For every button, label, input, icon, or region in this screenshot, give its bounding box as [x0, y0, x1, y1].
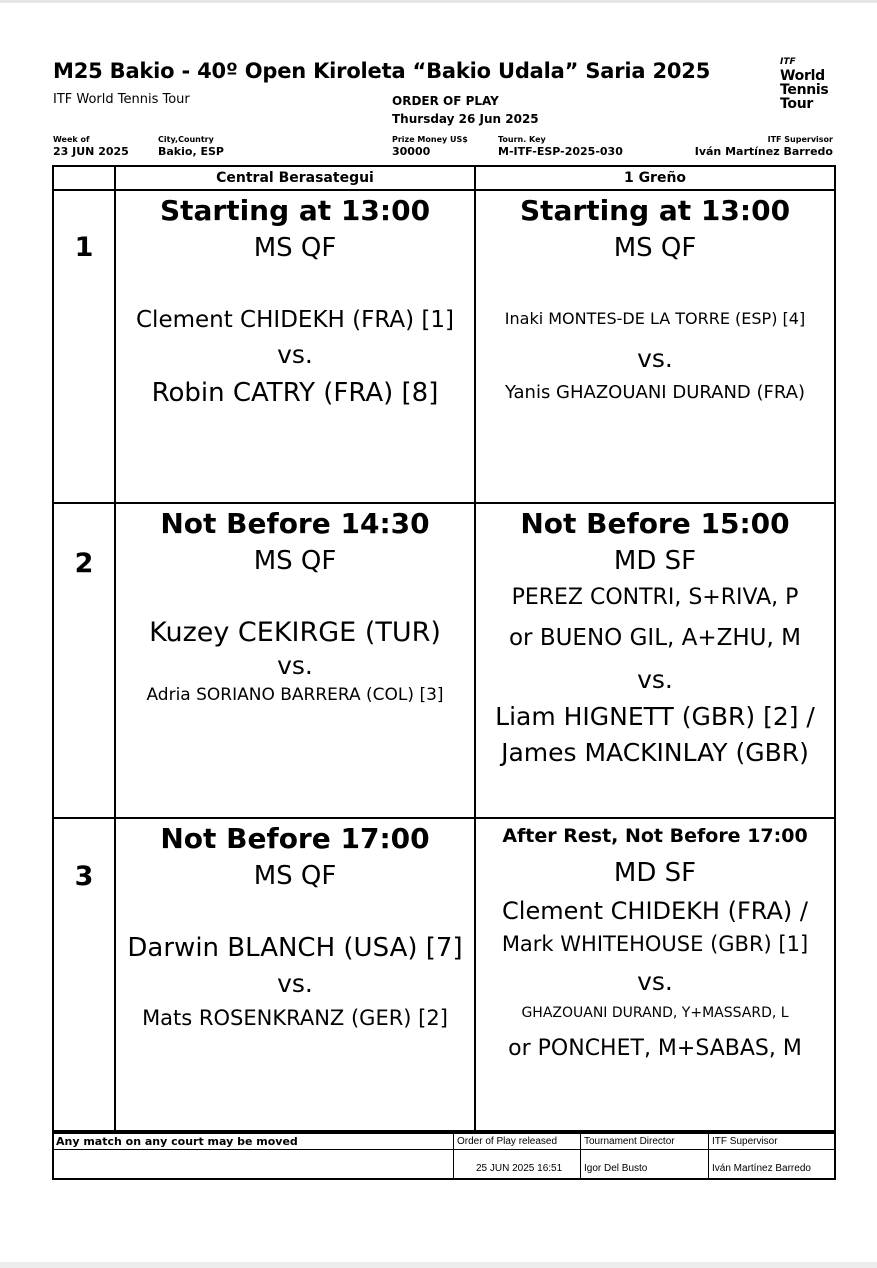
team-2-line-2: James MACKINLAY (GBR) [501, 738, 809, 767]
footer-top-border [52, 1132, 836, 1134]
event-label: MS QF [253, 233, 337, 263]
footer-divider [52, 1149, 836, 1150]
director-value: Igor Del Busto [584, 1163, 648, 1174]
order-of-play-heading [392, 92, 539, 128]
court-header-1: 1 Greño [623, 170, 687, 186]
start-time: Starting at 13:00 [519, 194, 791, 227]
supervisor-label: ITF Supervisor [767, 135, 833, 144]
week-label: Week of [53, 135, 90, 144]
prize-value: 30000 [392, 145, 431, 158]
tour-name: ITF World Tennis Tour [53, 92, 190, 107]
vs-label: vs. [277, 651, 313, 680]
row-number-1: 1 [74, 232, 94, 263]
meta-key [498, 134, 623, 159]
match-cell-r1-court1 [476, 191, 834, 502]
week-value: 23 JUN 2025 [53, 145, 129, 158]
team-2-line-1: Liam HIGNETT (GBR) [2] / [495, 702, 815, 731]
meta-city [158, 134, 224, 159]
play-date: Thursday 26 Jun 2025 [392, 112, 539, 126]
event-label: MS QF [253, 546, 337, 576]
player-1: Kuzey CEKIRGE (TUR) [149, 617, 441, 648]
supervisor-value: Iván Martínez Barredo [694, 145, 833, 158]
player-2: Yanis GHAZOUANI DURAND (FRA) [505, 382, 805, 403]
match-cell-r2-court1 [476, 504, 834, 817]
match-cell-r2-central [116, 504, 474, 817]
player-1: Darwin BLANCH (USA) [7] [127, 933, 463, 963]
player-2: Mats ROSENKRANZ (GER) [2] [142, 1006, 448, 1030]
footer-note: Any match on any court may be moved [56, 1135, 298, 1148]
team-2-line-1: GHAZOUANI DURAND, Y+MASSARD, L [521, 1005, 789, 1021]
vs-label: vs. [637, 967, 673, 996]
event-label: MS QF [253, 861, 337, 891]
released-label: Order of Play released [457, 1136, 558, 1147]
meta-week [53, 134, 129, 159]
city-label: City,Country [158, 135, 214, 144]
player-2: Robin CATRY (FRA) [8] [151, 378, 439, 408]
key-label: Tourn. Key [498, 135, 546, 144]
top-border [0, 0, 877, 3]
logo-line2: Tennis [780, 82, 829, 98]
tournament-title: M25 Bakio - 40º Open Kiroleta “Bakio Udala” Saria 2025 [53, 59, 711, 83]
footer-col-divider-2 [580, 1132, 581, 1179]
event-label: MS QF [613, 233, 697, 263]
director-label: Tournament Director [584, 1136, 675, 1147]
start-time: Not Before 15:00 [520, 507, 790, 540]
match-cell-r3-central [116, 819, 474, 1132]
match-cell-r1-central [116, 191, 474, 502]
team-1-line-2: or BUENO GIL, A+ZHU, M [508, 625, 801, 651]
event-label: MD SF [613, 546, 697, 576]
match-cell-r3-court1 [476, 819, 834, 1132]
logo-line1: World [780, 68, 825, 84]
team-2-line-2: or PONCHET, M+SABAS, M [508, 1036, 802, 1061]
footer-col-divider-1 [453, 1132, 454, 1179]
key-value: M-ITF-ESP-2025-030 [498, 145, 623, 158]
footer-supervisor-value: Iván Martínez Barredo [712, 1163, 811, 1174]
court-header-central: Central Berasategui [216, 170, 374, 186]
player-2: Adria SORIANO BARRERA (COL) [3] [146, 685, 444, 705]
player-1: Inaki MONTES-DE LA TORRE (ESP) [4] [504, 309, 806, 328]
footer-col-divider-3 [708, 1132, 709, 1179]
order-of-play-label: ORDER OF PLAY [392, 94, 499, 108]
event-label: MD SF [613, 858, 697, 888]
vs-label: vs. [277, 340, 313, 369]
player-1: Clement CHIDEKH (FRA) [1] [136, 307, 454, 333]
meta-supervisor [695, 134, 833, 159]
itf-world-tennis-tour-logo [780, 56, 840, 111]
start-time: After Rest, Not Before 17:00 [502, 825, 808, 847]
meta-prize [392, 134, 468, 159]
team-1-line-1: Clement CHIDEKH (FRA) / [502, 897, 808, 925]
start-time: Starting at 13:00 [159, 194, 431, 227]
vs-label: vs. [637, 344, 673, 373]
team-1-line-2: Mark WHITEHOUSE (GBR) [1] [501, 932, 809, 956]
team-1-line-1: PEREZ CONTRI, S+RIVA, P [511, 585, 799, 610]
footer-supervisor-label: ITF Supervisor [712, 1136, 778, 1147]
start-time: Not Before 14:30 [160, 507, 430, 540]
city-value: Bakio, ESP [158, 145, 224, 158]
bottom-border [0, 1262, 877, 1268]
row-number-3: 3 [74, 861, 94, 892]
start-time: Not Before 17:00 [160, 822, 430, 855]
row-number-2: 2 [74, 548, 94, 579]
vs-label: vs. [637, 665, 673, 694]
logo-itf: ITF [780, 57, 796, 67]
vs-label: vs. [277, 969, 313, 998]
released-value: 25 JUN 2025 16:51 [476, 1163, 563, 1174]
prize-label: Prize Money US$ [392, 135, 468, 144]
logo-line3: Tour [780, 96, 813, 112]
